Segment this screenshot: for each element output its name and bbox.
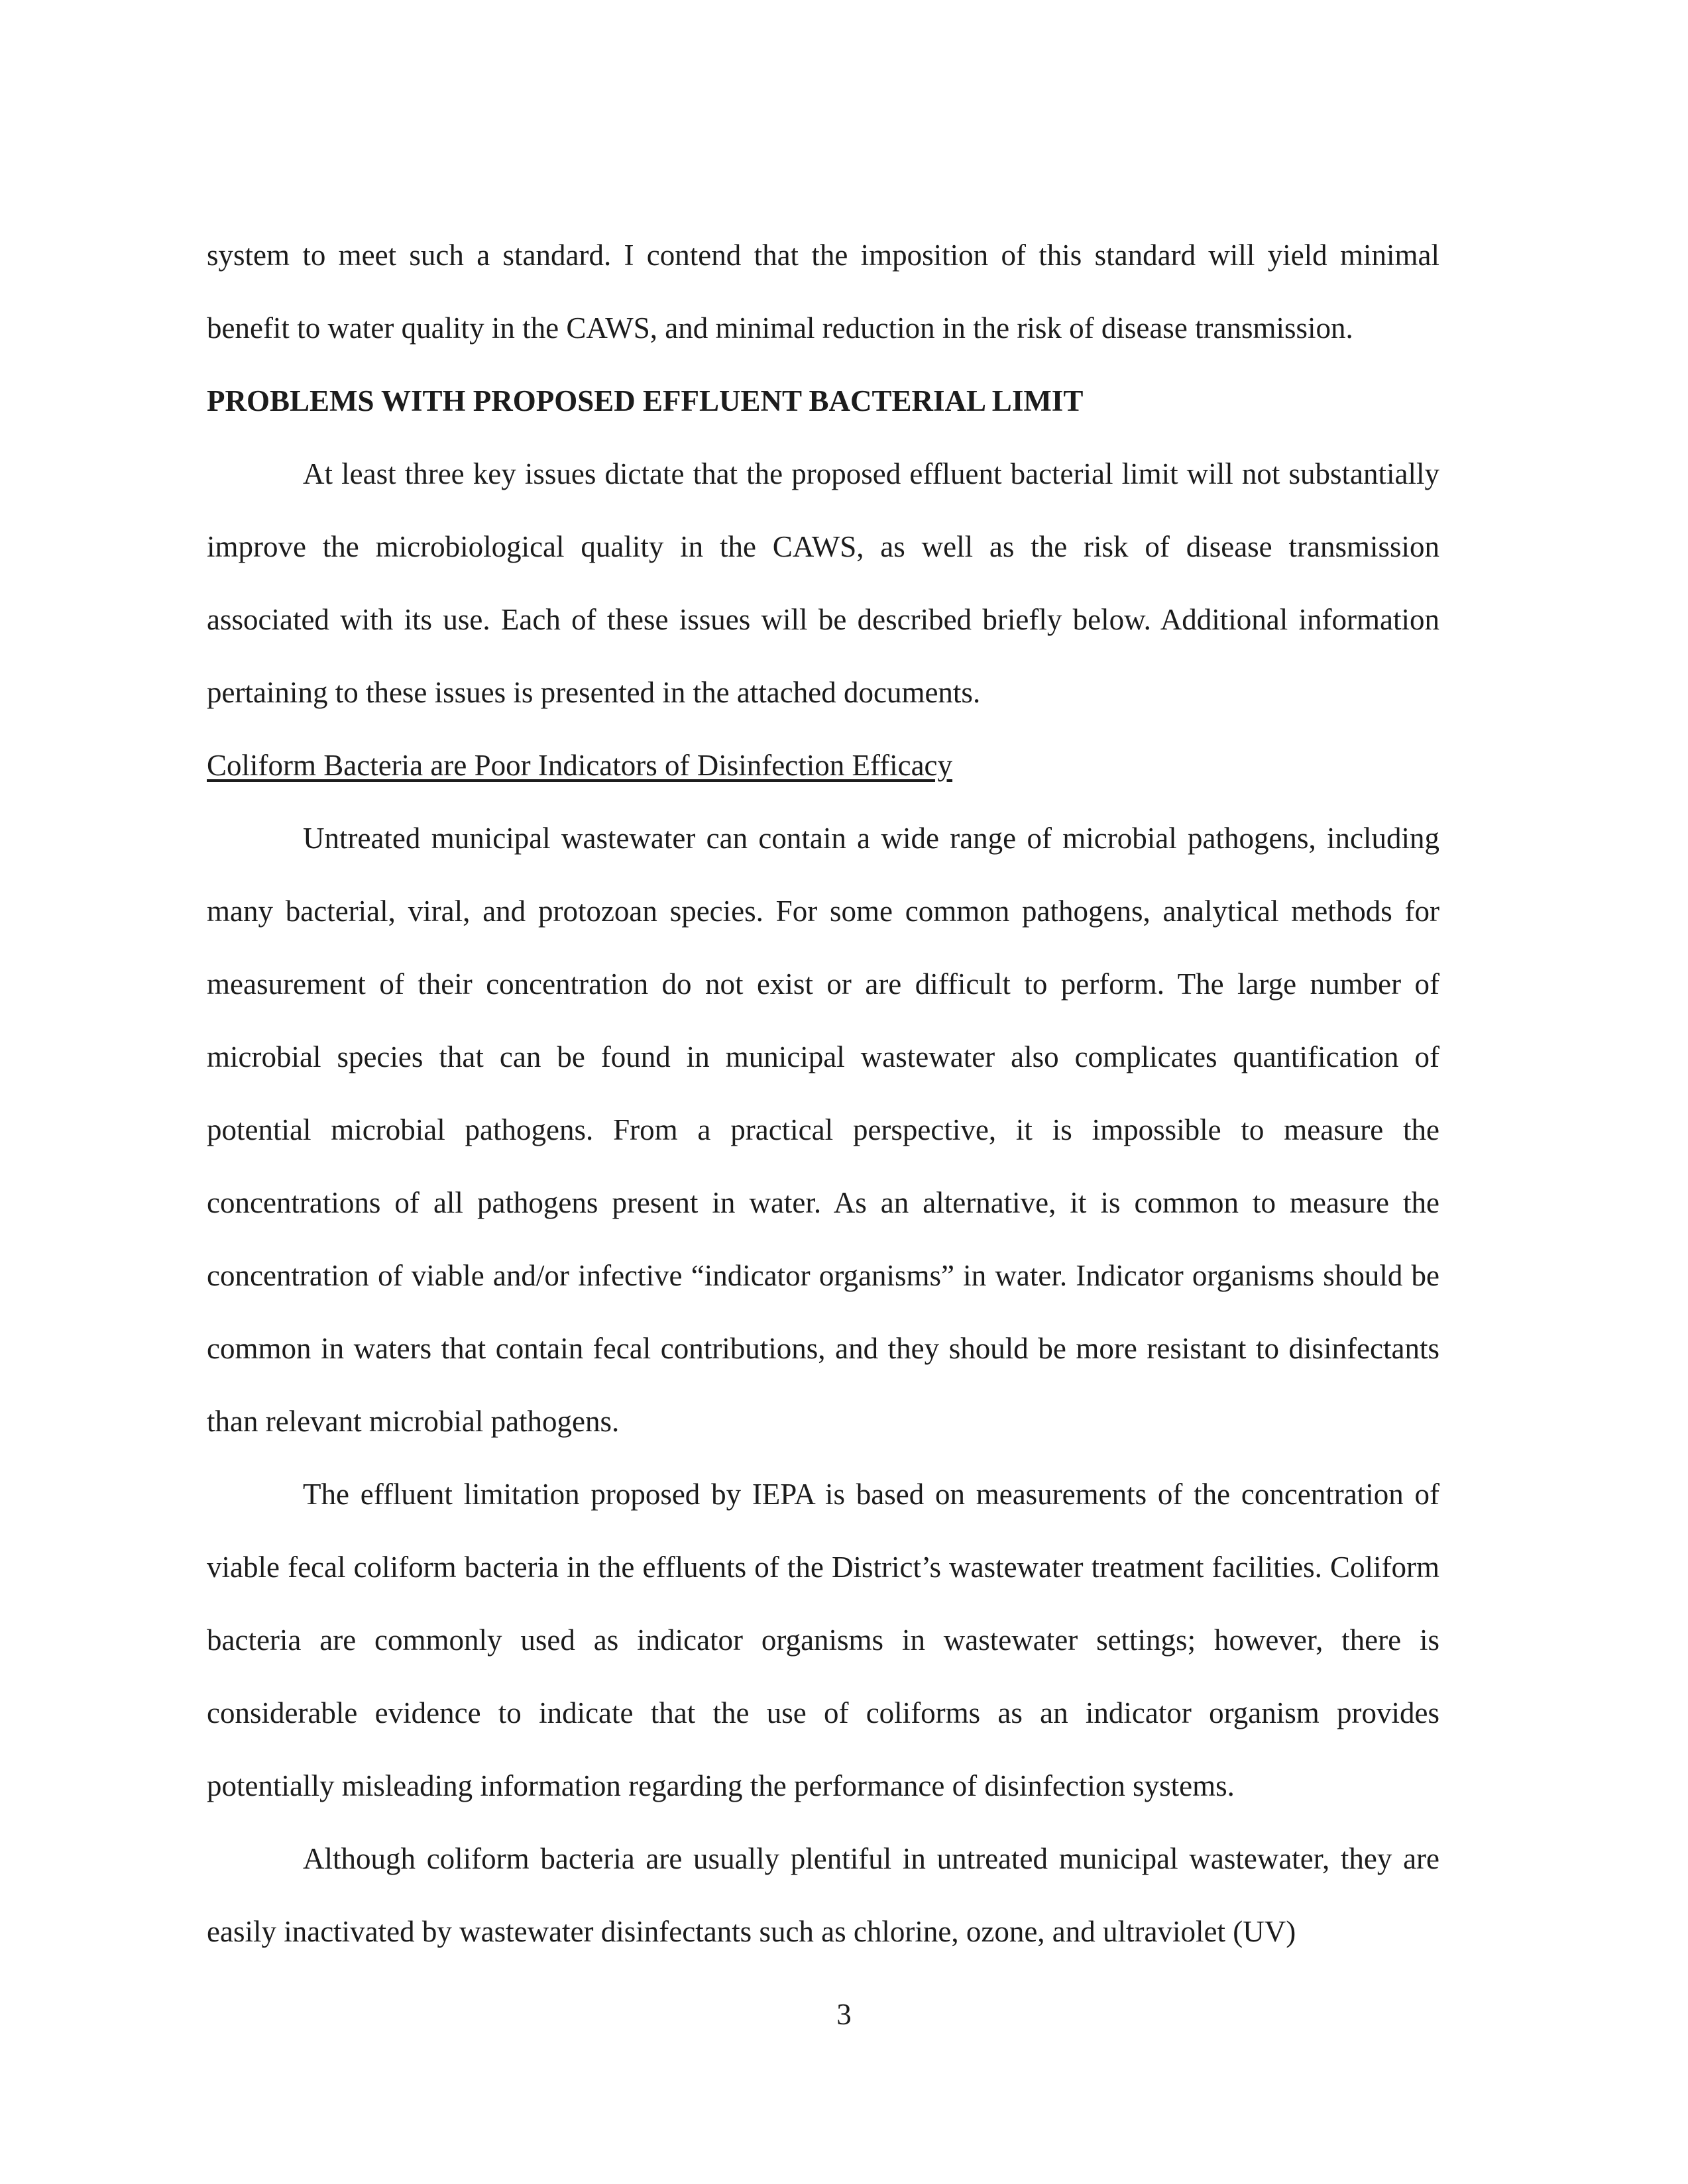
document-page [207, 219, 1439, 1968]
paragraph-pathogens: Untreated municipal wastewater can contain a wide range of microbial pathogens, including many bacterial, viral, and protozoan species. For some common pathogens, analytical methods for measurement of their concentration do not exist or are difficult to perform. The large number of microbial species that can be found in municipal wastewater also complicates quantification of potential microbial pathogens. From a practical perspective, it is impossible to measure the concentrations of all pathogens present in water. As an alternative, it is common to measure the concentration of viable and/or infective “indicator organisms” in water. Indicator organisms should be common in waters that contain fecal contributions, and they should be more resistant to disinfectants than relevant microbial pathogens. [207, 822, 1439, 1438]
subsection-heading: Coliform Bacteria are Poor Indicators of Disinfection Efficacy [207, 749, 953, 782]
paragraph-key-issues: At least three key issues dictate that the proposed effluent bacterial limit will not substantially improve the microbiological quality in the CAWS, as well as the risk of disease transmission associated with its use. Each of these issues will be described briefly below. Additional information pertaining to these issues is presented in the attached documents. [207, 457, 1439, 709]
paragraph-effluent-limitation: The effluent limitation proposed by IEPA is based on measurements of the concentration of viable fecal coliform bacteria in the effluents of the District’s wastewater treatment facilities. Coliform bacteria are commonly used as indicator organisms in wastewater settings; however, there is considerable evidence to indicate that the use of coliforms as an indicator organism provides potentially misleading information regarding the performance of disinfection systems. [207, 1478, 1439, 1802]
paragraph-coliform-inactivation: Although coliform bacteria are usually plentiful in untreated municipal wastewater, they are easily inactivated by wastewater disinfectants such as chlorine, ozone, and ultraviolet (UV) [207, 1842, 1439, 1948]
paragraph-continuation: system to meet such a standard. I contend that the imposition of this standard will yield minimal benefit to water quality in the CAWS, and minimal reduction in the risk of disease transmission. [207, 239, 1439, 345]
page-number: 3 [836, 1998, 852, 2031]
section-heading: PROBLEMS WITH PROPOSED EFFLUENT BACTERIAL LIMIT [207, 384, 1084, 417]
